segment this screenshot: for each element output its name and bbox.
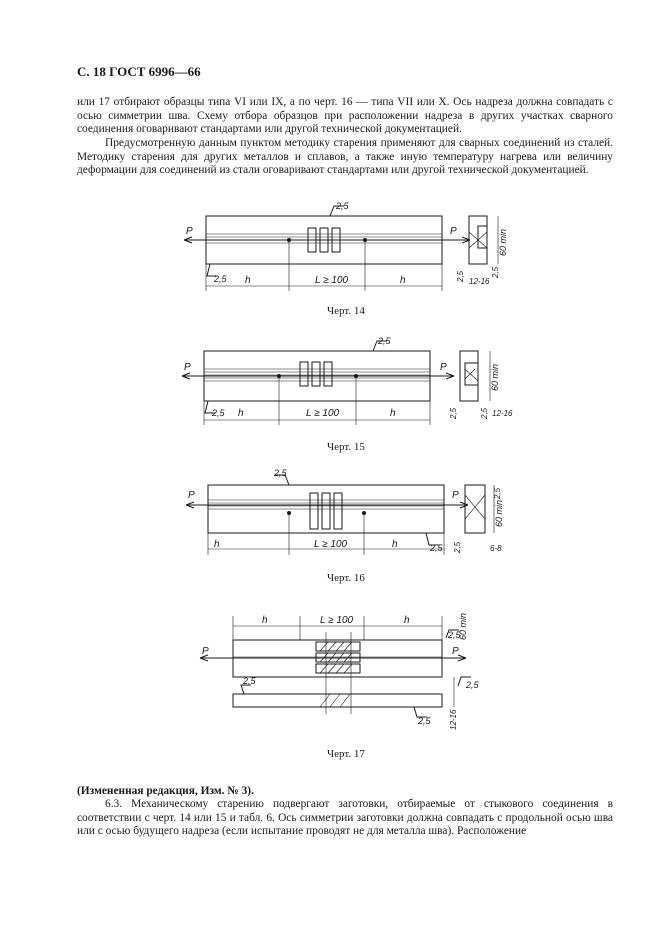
figure-17-roughness-side: 2,5	[466, 680, 479, 690]
figure-15-dim-25b: 2,5	[480, 407, 489, 419]
figure-16-h-right: h	[392, 539, 398, 550]
figure-17-dim-thickness: 12-16	[449, 709, 458, 730]
figure-14-caption: Черт. 14	[327, 305, 365, 317]
figure-15-length: L ≥ 100	[306, 408, 340, 419]
figure-15-p-right: P	[440, 362, 447, 373]
figure-16-dim-25b: 2,5	[493, 487, 502, 499]
figure-16-length: L ≥ 100	[314, 539, 348, 550]
figure-14-roughness-top: 2,5	[336, 201, 349, 211]
figure-16-drawing	[182, 465, 522, 565]
figure-14-dim-25b: 2,5	[491, 266, 500, 278]
figure-16-roughness-top: 2,5	[274, 468, 287, 478]
figure-17-h-right: h	[404, 615, 410, 626]
figure-17-dim-60: 60 min	[458, 612, 468, 640]
figure-17-length: L ≥ 100	[320, 615, 354, 626]
figure-16-dim-60: 60 min	[494, 499, 504, 527]
figure-15-h-right: h	[390, 408, 396, 419]
figure-14-dim-thickness: 12-16	[469, 277, 490, 286]
figure-16-dim-thickness: 6-8	[490, 544, 502, 553]
figure-14-p-right: P	[450, 226, 457, 237]
figure-17-p-right: P	[452, 646, 459, 657]
figure-16-p-right: P	[452, 490, 459, 501]
paragraph-1: или 17 отбирают образцы типа VI или IX, а по черт. 16 — типа VII или X. Ось надреза должна совпадать с осью симметрии шва. Схему отбора образцов при расположении надреза в других участках сварного соединения оговаривают стандартами или другой технической документацией.	[77, 96, 613, 136]
paragraph-2: Предусмотренную данным пунктом методику старения применяют для сварных соединений из сталей. Методику старения для других металлов и сплавов, а также иную температуру нагрева или величину деформации для соединений из стали оговаривают стандартами или другой технической документацией.	[77, 137, 613, 177]
figure-17-roughness-bottom: 2,5	[418, 716, 431, 726]
paragraph-3: 6.3. Механическому старению подвергают заготовки, отбираемые от стыкового соединения в соответствии с черт. 14 или 15 и табл. 6. Ось симметрии заготовки должна совпадать с продольной осью шва или с осью будущего надреза (если испытание проводят не для металла шва). Расположение	[77, 798, 613, 838]
figure-14-dim-25a: 2,5	[456, 270, 465, 282]
figure-17-caption: Черт. 17	[327, 748, 365, 760]
figure-14-length: L ≥ 100	[315, 275, 349, 286]
figure-15-h-left: h	[238, 408, 244, 419]
figure-14-drawing	[180, 198, 520, 303]
figure-15-dim-thickness: 12-16	[492, 409, 513, 418]
figure-15-caption: Черт. 15	[327, 441, 365, 453]
figure-16-roughness-bottom: 2,5	[430, 543, 443, 553]
figure-17-drawing	[196, 602, 496, 732]
figure-14-h-left: h	[245, 275, 251, 286]
figure-14-h-right: h	[400, 275, 406, 286]
figure-17-h-left: h	[262, 615, 268, 626]
page-header: С. 18 ГОСТ 6996—66	[77, 64, 201, 79]
figure-15-dim-25a: 2,5	[449, 407, 458, 419]
figure-14-roughness-bottom: 2,5	[214, 274, 227, 284]
figure-15-roughness-bottom: 2,5	[212, 408, 225, 418]
figure-15-dim-60: 60 min	[490, 363, 500, 391]
figure-14-dim-60: 60 min	[498, 228, 508, 256]
figure-17-roughness-right: 2,5	[448, 630, 461, 640]
figure-17-p-left: P	[202, 646, 209, 657]
figure-16-dim-25a: 2,5	[453, 541, 462, 553]
figure-16-p-left: P	[188, 490, 195, 501]
figure-15-p-left: P	[184, 362, 191, 373]
figure-15-drawing	[178, 335, 523, 435]
figure-14-p-left: P	[186, 226, 193, 237]
figure-15-roughness-top: 2,5	[378, 336, 391, 346]
figure-17-roughness-left: 2,5	[243, 676, 256, 686]
figure-16-h-left: h	[214, 539, 220, 550]
amendment-note: (Измененная редакция, Изм. № 3).	[77, 785, 254, 797]
figure-16-caption: Черт. 16	[327, 572, 365, 584]
